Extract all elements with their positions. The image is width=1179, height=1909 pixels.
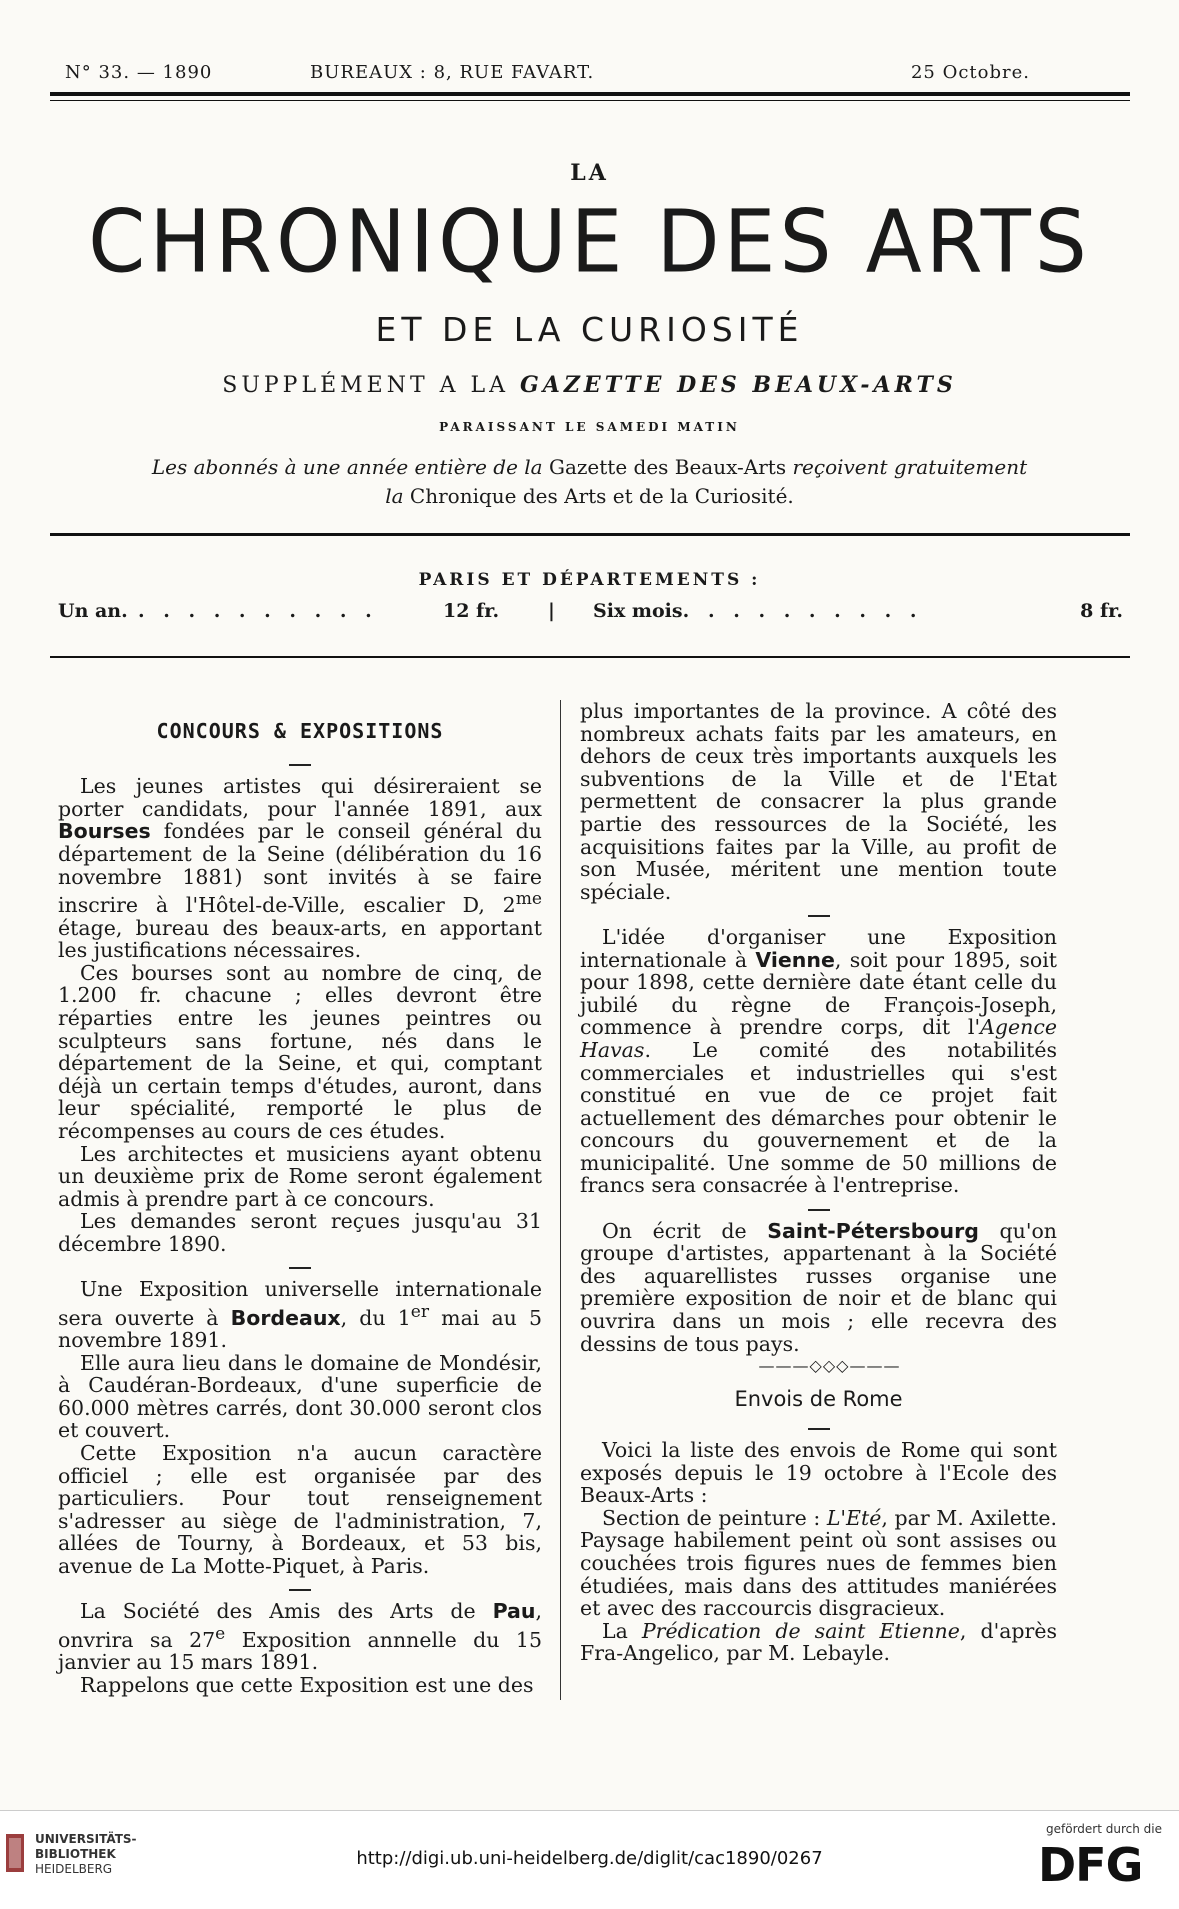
superscript: e <box>215 1623 226 1644</box>
funded-by-label: gefördert durch die <box>1046 1822 1162 1836</box>
text: qu'on groupe d'artistes, appartenant à la Société des aquarellistes russes organise une première exposition de noir et de blanc qui ouvrira dans un mois ; elle recevra des dessins de tous pays. <box>580 1218 1057 1356</box>
text: La <box>602 1618 642 1643</box>
notice-text: Les abonnés à une année entière de la <box>151 455 549 479</box>
notice-text: reçoivent gratuitement <box>786 455 1028 479</box>
agence-havas: Agence Havas <box>580 1015 1057 1062</box>
bureaux-address: BUREAUX : 8, RUE FAVART. <box>310 62 595 83</box>
section-dash <box>58 1578 542 1601</box>
work-title: L'Eté <box>826 1505 882 1530</box>
half-year-dots: . . . . . . . . . <box>708 600 923 622</box>
header-rule-thick <box>50 92 1130 96</box>
text: La Société des Amis des Arts de <box>80 1599 493 1624</box>
text: Une Exposition universelle internationale sera ouverte à <box>58 1277 542 1330</box>
text: , d'après Fra-Angelico, par M. Lebayle. <box>580 1618 1058 1666</box>
envois-de-rome-heading: Envois de Rome <box>734 1386 903 1411</box>
notice-chronique: Chronique des Arts et de la Curiosité. <box>409 484 794 508</box>
logo-line: BIBLIOTHEK <box>35 1847 116 1861</box>
section-dash <box>580 903 1057 926</box>
text: Exposition annnelle du 15 janvier au 15 mars 1891. <box>58 1627 542 1675</box>
text: mai au 5 novembre 1891. <box>58 1305 542 1353</box>
mondesir-paragraph: Elle aura lieu dans le domaine de Mondésir, à Caudéran-Bordeaux, d'une superficie de 60.000 mètres carrés, dont 30.000 seront clos et couvert. <box>58 1350 542 1443</box>
year-label: Un an. <box>58 600 128 622</box>
section-dash <box>58 753 542 776</box>
permalink-url[interactable]: http://digi.ub.uni-heidelberg.de/diglit/cac1890/0267 <box>356 1848 823 1869</box>
masthead-la: LA <box>570 160 609 186</box>
superscript: me <box>515 889 542 910</box>
header-rule-thin <box>50 100 1130 101</box>
predication-paragraph <box>580 1620 1057 1665</box>
architectes-paragraph: Les architectes et musiciens ayant obtenu un deuxième prix de Rome seront également admis à prendre part à ce concours. <box>58 1141 542 1211</box>
bordeaux-keyword: Bordeaux <box>230 1305 341 1330</box>
text: Les jeunes artistes qui désireraient se porter candidats, pour l'année 1891, aux <box>58 774 542 821</box>
section-peinture-paragraph <box>580 1507 1057 1620</box>
right-column <box>580 700 1057 1665</box>
text: , par M. Axilette. Paysage habilement peint où sont assises ou couchées trois figures nues de femmes bien étudiées, mais dans des attitudes maniérées et avec des raccourcis disgracieux. <box>580 1505 1058 1621</box>
issue-number: N° 33. — 1890 <box>65 62 213 83</box>
vienne-paragraph <box>580 926 1057 1197</box>
masthead-rule <box>50 533 1130 536</box>
saint-petersbourg-keyword: Saint-Pétersbourg <box>767 1218 979 1243</box>
saint-petersbourg-paragraph <box>580 1220 1057 1356</box>
logo-line: HEIDELBERG <box>35 1862 113 1876</box>
supplement-line <box>0 372 1179 398</box>
envois-list-paragraph: Voici la liste des envois de Rome qui sont exposés depuis le 19 octobre à l'Ecole des Beaux-Arts : <box>580 1438 1057 1508</box>
subscriber-notice-line1 <box>0 455 1179 479</box>
notice-text: la <box>385 484 410 508</box>
bourses-keyword: Bourses <box>58 819 151 844</box>
bourses-paragraph <box>58 775 542 962</box>
bordeaux-paragraph <box>58 1278 542 1352</box>
half-year-price: 8 fr. <box>1080 600 1123 622</box>
superscript: er <box>410 1301 430 1322</box>
column-divider <box>560 700 561 1700</box>
section-dash <box>580 1416 1057 1439</box>
concours-heading: CONCOURS & EXPOSITIONS <box>156 719 444 743</box>
text: . Le comité des notabilités commerciales et industrielles qui s'est constitué en vue de ce projet fait actuellement des démarches pour obtenir le concours du gouvernement et de la municipalité. Une somme de 50 millions de francs sera consacrée à l'entreprise. <box>580 1037 1057 1198</box>
text: étage, bureau des beaux-arts, en apportant les justifications nécessaires. <box>58 915 542 963</box>
pau-paragraph <box>58 1600 542 1674</box>
text: , onvrira sa 27 <box>58 1599 542 1652</box>
text: On écrit de <box>602 1218 768 1243</box>
bourses-details-paragraph: Ces bourses sont au nombre de cinq, de 1.200 fr. chacune ; elles devront être réparties entre les jeunes peintres ou sculpteurs sans fortune, nés dans le département de la Seine, et qui, comptant déjà un certain temps d'études, auront, dans leur spécialité, remporté le plus de récompenses au cours de ces études. <box>58 960 542 1143</box>
footer-rule <box>0 1810 1179 1811</box>
text: Section de peinture : <box>602 1505 827 1530</box>
issue-date: 25 Octobre. <box>910 62 1030 83</box>
rappelons-paragraph: Rappelons que cette Exposition est une des <box>80 1672 534 1697</box>
text: , soit pour 1895, soit pour 1898, cette dernière date étant celle du jubilé du règne de François-Joseph, commence à prendre corps, dit l' <box>580 947 1057 1040</box>
section-dash <box>580 1197 1057 1220</box>
year-dots: . . . . . . . . . . <box>138 600 378 622</box>
notice-gazette: Gazette des Beaux-Arts <box>548 455 787 479</box>
masthead-subtitle: ET DE LA CURIOSITÉ <box>375 310 804 349</box>
text: , du 1 <box>340 1305 411 1330</box>
pau-keyword: Pau <box>492 1599 536 1624</box>
logo-line: UNIVERSITÄTS- <box>35 1832 137 1846</box>
prices-rule <box>50 656 1130 658</box>
half-year-label: Six mois. <box>593 600 690 622</box>
year-price: 12 fr. <box>443 600 500 622</box>
ornament-divider: ———◇◇◇——— <box>758 1356 901 1376</box>
caractere-paragraph: Cette Exposition n'a aucun caractère officiel ; elle est organisée par des particuliers. Pour tout renseignement s'adresser au siège de l'administration, 7, allées de Tourny, à Bordeaux, et 53 bis, avenue de La Motte-Piquet, à Paris. <box>58 1441 542 1579</box>
province-paragraph: plus importantes de la province. A côté des nombreux achats faits par les amateurs, en dehors de ceux très importants auxquels les subventions de la Ville et de l'Etat permettent de consacrer la plus grande partie des ressources de la Société, les acquisitions faites par la Ville, au profit de son Musée, méritent une mention toute spéciale. <box>580 699 1057 904</box>
masthead-title: CHRONIQUE DES ARTS <box>88 192 1091 293</box>
demandes-paragraph: Les demandes seront reçues jusqu'au 31 décembre 1890. <box>58 1209 542 1256</box>
subscriber-notice-line2 <box>0 484 1179 508</box>
dfg-logo[interactable]: DFG <box>1038 1838 1143 1892</box>
publication-schedule: PARAISSANT LE SAMEDI MATIN <box>439 420 740 434</box>
text: L'idée d'organiser une Exposition internationale à <box>580 924 1057 972</box>
text: fondées par le conseil général du département de la Seine (délibération du 16 novembre 1881) sont invités à se faire inscrire à l'Hôtel-de-Ville, escalier D, 2 <box>58 819 542 917</box>
gazette-name: GAZETTE DES BEAUX-ARTS <box>520 372 957 398</box>
left-column <box>58 700 542 1696</box>
vienne-keyword: Vienne <box>755 947 835 972</box>
price-separator: | <box>548 600 555 622</box>
work-title: Prédication de saint Etienne <box>641 1618 960 1643</box>
section-dash <box>58 1255 542 1278</box>
supplement-prefix: SUPPLÉMENT A LA <box>222 373 521 398</box>
subscription-heading: PARIS ET DÉPARTEMENTS : <box>418 570 761 590</box>
